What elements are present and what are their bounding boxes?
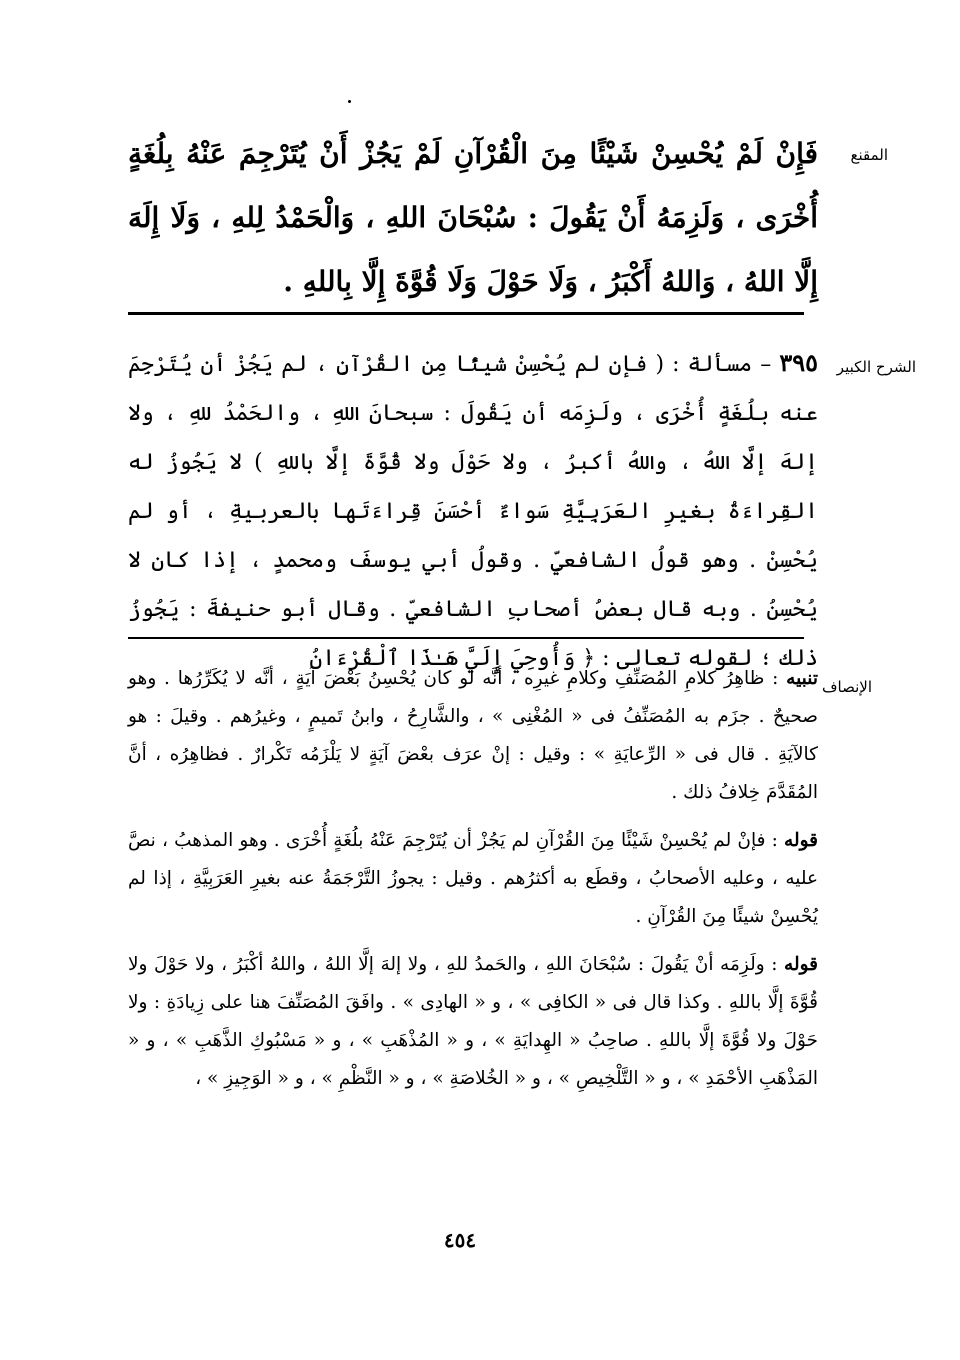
section-label-muqni: المقنع: [850, 146, 888, 164]
section-divider: [128, 637, 804, 639]
issue-number: ٣٩٥: [779, 348, 818, 377]
muqni-text: فَإِنْ لَمْ يُحْسِنْ شَيْئًا مِنَ الْقُرْآنِ لَمْ يَجُزْ أَنْ يُتَرْجِمَ عَنْهُ بِلُغَةٍ أُخْرَى ، وَلَزِمَهُ أَنْ يَقُولَ : سُبْحَانَ اللهِ ، وَالْحَمْدُ لِلهِ ، وَلَا إِلَهَ إِلَّا اللهُ ، وَاللهُ أَكْبَرُ ، وَلَا حَوْلَ وَلَا قُوَّةَ إِلَّا بِاللهِ .: [128, 137, 818, 298]
insaf-paragraph: [128, 660, 818, 812]
paragraph-text: : ظاهِرُ كلامِ المُصَنِّفِ وكلامِ غيرِه ، أنَّه لو كان يُحْسِنُ بَعْضَ آيَةٍ ، أنَّه لا يُكَرِّرُها . وهو صحيحٌ . جزَم به المُصَنِّفُ فى « المُغْنِى » ، والشَّارِحُ ، وابنُ تَميمٍ ، وغيرُهم . وقيلَ : هو كالآيَةِ . قال فى « الرِّعايَةِ » : وقيل : إنْ عرَف بعْضَ آيَةٍ لا يَلْزَمُه تَكْرارٌ . فظاهِرُه ، أنَّ المُقَدَّمَ خِلافُ ذلك .: [128, 668, 818, 803]
section-label-insaf: الإنصاف: [821, 678, 872, 696]
paragraph-lead: تنبيه: [786, 668, 818, 689]
section-label-sharh: الشرح الكبير: [836, 358, 916, 376]
scan-speck: [348, 100, 351, 103]
paragraph-lead: قوله: [784, 954, 818, 975]
insaf-paragraph: [128, 946, 818, 1098]
muqni-text-block: [128, 122, 818, 314]
section-divider: [128, 312, 804, 315]
page-number: ٤٥٤: [443, 1228, 477, 1252]
sharh-text-block: [128, 338, 818, 683]
insaf-paragraph: [128, 822, 818, 936]
sharh-text: – مسألة : ( فإن لم يُحْسِنْ شيئًا مِن القُرْآنِ ، لم يَجُزْ أن يُتَرْجِمَ عنه بلُغَةٍ أُخْرَى ، ولَزِمَه أن يَقُولَ : سبحانَ اللهِ ، والحَمْدُ للهِ ، ولا إلهَ إلَّا اللهُ ، واللهُ أكبرُ ، ولا حَوْلَ ولا قُوَّةَ إلَّا باللهِ ) لا يَجُوزُ له القِراءَةُ بغيرِ العَرَبِيَّةِ سَواءٌ أحْسَنَ قِراءَتَها بالعربيةِ ، أو لم يُحْسِنْ . وهو قولُ الشافعيِّ . وقولُ أبي يوسفَ ومحمدٍ ، إذا كان لا يُحْسِنُ . وبه قال بعضُ أصحابِ الشافعيِّ . وقال أبو حنيفةَ : يَجُوزُ ذلك ؛ لقوله تعالى : ﴿ وَأُوحِيَ إِلَيَّ هَـٰذَا ٱلْقُرْءَانُ: [128, 352, 818, 671]
paragraph-lead: قوله: [784, 830, 818, 851]
sharh-paragraph: [128, 338, 818, 683]
insaf-text-block: [128, 660, 818, 1098]
paragraph-text: : ولَزِمَه أنْ يَقُولَ : سُبْحَانَ اللهِ ، والحَمدُ للهِ ، ولا إلهَ إلَّا اللهُ ، واللهُ أكْبَرُ ، ولا حَوْلَ ولا قُوَّةَ إلَّا باللهِ . وكذا قال فى « الكافِى » ، و « الهادِى » . وافَقَ المُصَنِّفَ هنا على زِيادَةِ : ولا حَوْلَ ولا قُوَّةَ إلَّا باللهِ . صاحِبُ « الهِدايَةِ » ، و « المُذْهَبِ » ، و « مَسْبُوكِ الذَّهَبِ » ، و « المَذْهَبِ الأحْمَدِ » ، و « التَّلْخِيصِ » ، و « الخُلاصَةِ » ، و « النَّظْمِ » ، و « الوَجِيزِ » ،: [128, 954, 818, 1089]
paragraph-text: : فإنْ لم يُحْسِنْ شَيْئًا مِنَ القُرْآنِ لم يَجُزْ أن يُتَرْجِمَ عَنْهُ بلُغَةٍ أُخْرَى . وهو المذهبُ ، نصَّ عليه ، وعليه الأصحابُ ، وقطَع به أكثرُهم . وقيل : يجوزُ التَّرْجَمَةُ عنه بغيرِ العَرَبِيَّةِ ، إذا لم يُحْسِنْ شيئًا مِنَ القُرْآنِ .: [128, 830, 818, 927]
